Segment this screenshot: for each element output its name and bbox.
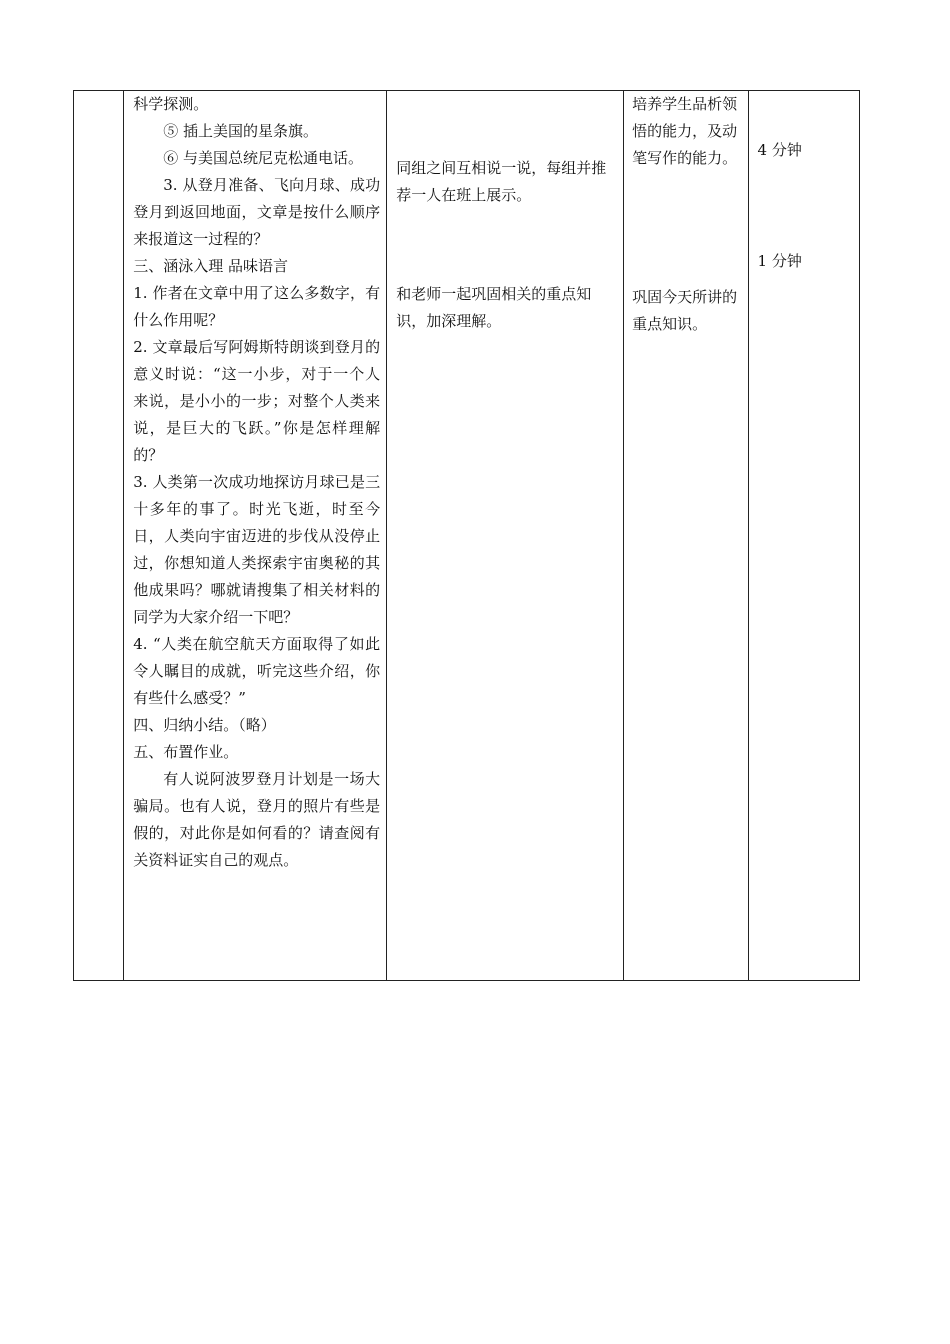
time-allocation-2: 1 分钟 [757,252,802,270]
section-heading: 三、涵泳入理 品味语言 [133,257,288,275]
time-cell [748,91,859,981]
design-intent-1: 培养学生品析领悟的能力，及动笔写作的能力。 [632,95,738,167]
question-item: 4. “人类在航空航天方面取得了如此令人瞩目的成就，听完这些介绍，你有些什么感受？” [133,635,381,707]
process-line: ⑤ 插上美国的星条旗。 [163,122,318,140]
student-activity-2: 和老师一起巩固相关的重点知识，加深理解。 [396,285,592,330]
time-allocation-1: 4 分钟 [757,141,802,159]
process-line: ⑥ 与美国总统尼克松通电话。 [163,149,363,167]
table-row [74,91,860,981]
homework-text: 有人说阿波罗登月计划是一场大骗局。也有人说，登月的照片有些是假的，对此你是如何看的？请查阅有关资料证实自己的观点。 [133,770,381,869]
stage-cell [74,91,124,981]
section-heading: 四、归纳小结。（略） [133,716,276,734]
teaching-process-cell [124,91,387,981]
student-activity-1: 同组之间互相说一说，每组并推荐一人在班上展示。 [396,159,607,204]
process-line: 3. 从登月准备、飞向月球、成功登月到返回地面，文章是按什么顺序来报道这一过程的？ [133,176,381,248]
process-line: 科学探测。 [133,95,209,113]
lesson-plan-table [73,90,860,981]
design-intent-cell [624,91,748,981]
question-item: 2. 文章最后写阿姆斯特朗谈到登月的意义时说：“这一小步，对于一个人来说，是小小的一步；对整个人类来说，是巨大的飞跃。”你是怎样理解的？ [133,338,381,464]
question-item: 3. 人类第一次成功地探访月球已是三十多年的事了。时光飞逝，时至今日，人类向宇宙迈进的步伐从没停止过，你想知道人类探索宇宙奥秘的其他成果吗？哪就请搜集了相关材料的同学为大家介绍一下吧？ [133,473,381,626]
student-activity-cell [387,91,624,981]
section-heading: 五、布置作业。 [133,743,239,761]
design-intent-2: 巩固今天所讲的重点知识。 [632,288,738,333]
question-item: 1. 作者在文章中用了这么多数字，有什么作用呢？ [133,284,381,329]
